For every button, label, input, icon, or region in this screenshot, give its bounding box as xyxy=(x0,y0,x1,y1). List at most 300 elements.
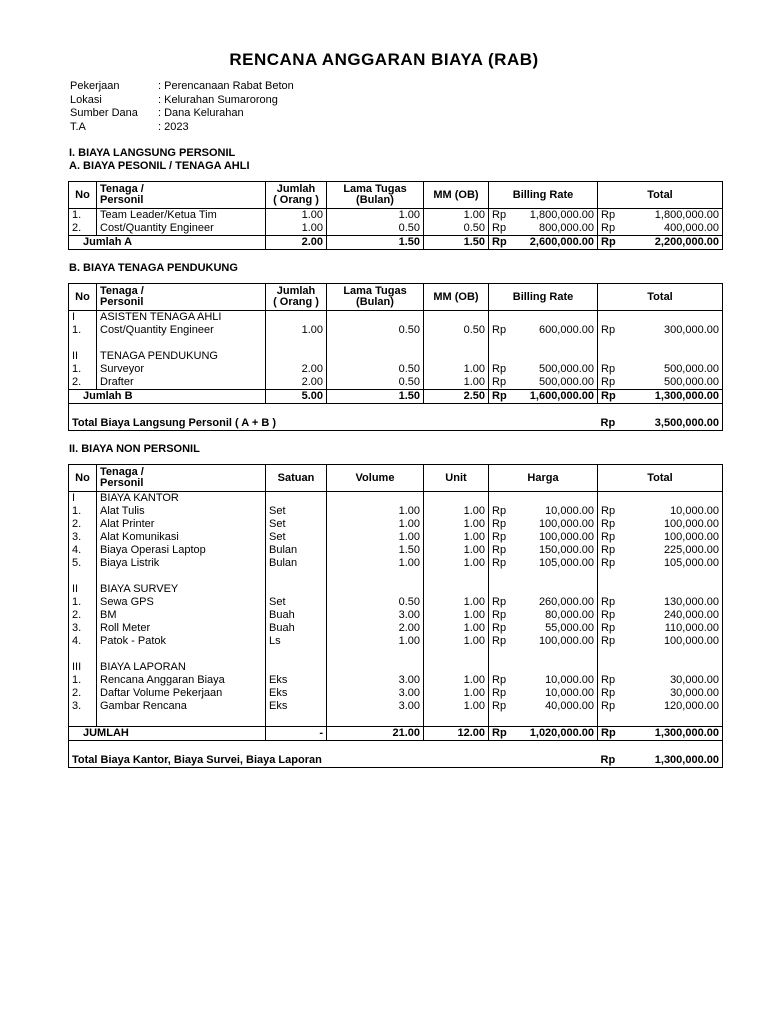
table-cell: 3. xyxy=(69,531,97,544)
info-label: T.A xyxy=(70,120,86,133)
table-cell: III xyxy=(69,661,97,674)
table-cell xyxy=(598,648,623,661)
table-cell xyxy=(69,713,97,727)
table-cell: Rp xyxy=(489,635,514,648)
table-cell xyxy=(489,492,514,506)
table-cell xyxy=(327,350,424,363)
table-cell: 1.00 xyxy=(424,622,489,635)
info-row xyxy=(70,80,294,94)
table-sum-row xyxy=(69,727,723,741)
table-cell: 1,300,000.00 xyxy=(623,754,723,768)
col-tenaga: Tenaga / Personil xyxy=(97,284,266,311)
table-cell: Ls xyxy=(266,635,327,648)
table-cell: 1.00 xyxy=(424,518,489,531)
table-cell xyxy=(489,661,514,674)
col-tenaga: Tenaga / Personil xyxy=(97,465,266,492)
table-cell xyxy=(598,311,623,325)
table-sum-row xyxy=(69,390,723,404)
table-cell: 1.00 xyxy=(424,635,489,648)
table-cell: 0.50 xyxy=(327,596,424,609)
table-cell: 1.50 xyxy=(424,236,489,250)
table-cell xyxy=(424,492,489,506)
table-cell xyxy=(623,648,723,661)
table-cell xyxy=(424,661,489,674)
table-cell: Rp xyxy=(598,609,623,622)
info-label: Lokasi xyxy=(70,93,102,106)
table-cell: Buah xyxy=(266,609,327,622)
table-cell: Rp xyxy=(598,376,623,390)
col-jumlah: Jumlah ( Orang ) xyxy=(266,284,327,311)
table-cell: Rp xyxy=(489,222,514,236)
table-cell xyxy=(623,570,723,583)
table-row xyxy=(69,518,723,531)
table-tenaga-ahli xyxy=(68,181,723,250)
table-cell: 105,000.00 xyxy=(514,557,598,570)
table-cell xyxy=(69,404,723,418)
table-cell: Buah xyxy=(266,622,327,635)
table-cell: Set xyxy=(266,505,327,518)
table-cell: 80,000.00 xyxy=(514,609,598,622)
table-cell xyxy=(514,713,598,727)
group-row xyxy=(69,311,723,325)
table-cell xyxy=(489,648,514,661)
table-cell xyxy=(327,311,424,325)
table-cell: Rp xyxy=(598,531,623,544)
project-info xyxy=(70,80,294,134)
grand-total-row xyxy=(69,754,723,768)
section-heading: A. BIAYA PESONIL / TENAGA AHLI xyxy=(69,160,250,172)
table-cell: Rencana Anggaran Biaya xyxy=(97,674,266,687)
table-cell xyxy=(514,311,598,325)
col-total: Total xyxy=(598,284,723,311)
table-cell xyxy=(424,648,489,661)
table-cell xyxy=(514,337,598,350)
table-cell xyxy=(424,350,489,363)
table-cell: 1. xyxy=(69,209,97,223)
table-cell: 1.00 xyxy=(424,700,489,713)
table-cell: Rp xyxy=(598,727,623,741)
table-cell: Rp xyxy=(598,209,623,223)
table-cell: Bulan xyxy=(266,544,327,557)
table-cell xyxy=(327,648,424,661)
table-cell: Rp xyxy=(598,363,623,376)
grand-total-row xyxy=(69,417,723,431)
table-cell: 260,000.00 xyxy=(514,596,598,609)
table-cell xyxy=(514,492,598,506)
table-cell: 2. xyxy=(69,518,97,531)
table-cell xyxy=(598,661,623,674)
table-cell: 10,000.00 xyxy=(514,505,598,518)
info-row xyxy=(70,94,294,108)
table-cell: Rp xyxy=(489,687,514,700)
info-value: : Dana Kelurahan xyxy=(158,107,244,119)
group-row xyxy=(69,350,723,363)
col-no: No xyxy=(69,465,97,492)
table-cell: Rp xyxy=(598,390,623,404)
table-cell: 1. xyxy=(69,324,97,337)
table-cell: 1.00 xyxy=(327,635,424,648)
table-sum-row xyxy=(69,236,723,250)
section-heading: II. BIAYA NON PERSONIL xyxy=(69,443,200,455)
table-cell xyxy=(623,713,723,727)
table-cell: 3. xyxy=(69,700,97,713)
table-cell: 105,000.00 xyxy=(623,557,723,570)
table-cell: 1.00 xyxy=(327,209,424,223)
table-cell: 3. xyxy=(69,622,97,635)
table-cell: 2.00 xyxy=(266,376,327,390)
table-cell xyxy=(266,648,327,661)
col-total: Total xyxy=(598,182,723,209)
col-lama: Lama Tugas (Bulan) xyxy=(327,284,424,311)
col-harga: Harga xyxy=(489,465,598,492)
table-cell: 1. xyxy=(69,505,97,518)
table-cell: 1.00 xyxy=(327,505,424,518)
table-cell xyxy=(623,337,723,350)
table-cell: Rp xyxy=(598,236,623,250)
table-cell xyxy=(266,713,327,727)
table-cell: 0.50 xyxy=(327,376,424,390)
table-cell: I xyxy=(69,311,97,325)
table-cell: Alat Tulis xyxy=(97,505,266,518)
col-lama: Lama Tugas (Bulan) xyxy=(327,182,424,209)
table-cell: Rp xyxy=(598,596,623,609)
table-cell: 2.50 xyxy=(424,390,489,404)
table-cell: 100,000.00 xyxy=(514,531,598,544)
table-cell: 130,000.00 xyxy=(623,596,723,609)
table-cell: 1. xyxy=(69,596,97,609)
info-value: : Perencanaan Rabat Beton xyxy=(158,80,294,92)
table-cell: Rp xyxy=(489,236,514,250)
table-cell: Bulan xyxy=(266,557,327,570)
col-mm: MM (OB) xyxy=(424,284,489,311)
table-cell xyxy=(97,648,266,661)
table-cell: 110,000.00 xyxy=(623,622,723,635)
table-cell xyxy=(598,492,623,506)
table-cell: Biaya Operasi Laptop xyxy=(97,544,266,557)
table-cell xyxy=(327,583,424,596)
table-cell xyxy=(489,350,514,363)
table-cell: 500,000.00 xyxy=(514,376,598,390)
table-cell: 0.50 xyxy=(424,222,489,236)
table-cell: 1.00 xyxy=(266,222,327,236)
table-cell: Roll Meter xyxy=(97,622,266,635)
info-row xyxy=(70,121,294,135)
table-cell: Total Biaya Kantor, Biaya Survei, Biaya Laporan xyxy=(69,754,598,768)
table-row xyxy=(69,674,723,687)
table-cell: Eks xyxy=(266,674,327,687)
col-jumlah: Jumlah ( Orang ) xyxy=(266,182,327,209)
table-cell: Set xyxy=(266,518,327,531)
table-cell: Rp xyxy=(598,700,623,713)
table-cell: 1,300,000.00 xyxy=(623,390,723,404)
table-cell: 1,020,000.00 xyxy=(514,727,598,741)
table-cell: 1.00 xyxy=(424,531,489,544)
table-cell: 600,000.00 xyxy=(514,324,598,337)
table-cell: 30,000.00 xyxy=(623,674,723,687)
table-cell: 2. xyxy=(69,222,97,236)
spacer-row xyxy=(69,570,723,583)
table-cell: II xyxy=(69,583,97,596)
table-cell xyxy=(623,583,723,596)
table-cell xyxy=(266,583,327,596)
table-header xyxy=(69,182,723,209)
table-cell xyxy=(69,648,97,661)
table-cell: 0.50 xyxy=(327,222,424,236)
table-cell: 0.50 xyxy=(327,363,424,376)
table-cell xyxy=(489,337,514,350)
spacer-row xyxy=(69,713,723,727)
col-unit: Unit xyxy=(424,465,489,492)
table-cell xyxy=(266,350,327,363)
col-tenaga: Tenaga / Personil xyxy=(97,182,266,209)
table-cell: 1,300,000.00 xyxy=(623,727,723,741)
table-cell: BIAYA KANTOR xyxy=(97,492,266,506)
table-cell: Cost/Quantity Engineer xyxy=(97,324,266,337)
table-cell xyxy=(97,570,266,583)
table-cell: 100,000.00 xyxy=(514,635,598,648)
col-mm: MM (OB) xyxy=(424,182,489,209)
spacer-row xyxy=(69,648,723,661)
table-cell: 4. xyxy=(69,635,97,648)
table-cell xyxy=(327,570,424,583)
table-cell: 500,000.00 xyxy=(514,363,598,376)
table-cell: 2.00 xyxy=(266,236,327,250)
table-cell: Rp xyxy=(598,222,623,236)
table-cell: 800,000.00 xyxy=(514,222,598,236)
table-cell xyxy=(266,570,327,583)
table-cell: 1.00 xyxy=(424,209,489,223)
table-cell: 1.00 xyxy=(424,687,489,700)
table-cell: Patok - Patok xyxy=(97,635,266,648)
spacer-row xyxy=(69,337,723,350)
table-cell: 100,000.00 xyxy=(623,635,723,648)
table-cell xyxy=(424,583,489,596)
table-cell: Rp xyxy=(489,622,514,635)
table-cell: 21.00 xyxy=(327,727,424,741)
table-cell xyxy=(514,648,598,661)
table-cell: Rp xyxy=(489,209,514,223)
table-cell: 1.50 xyxy=(327,544,424,557)
table-cell: 10,000.00 xyxy=(514,674,598,687)
table-cell: 1.00 xyxy=(424,609,489,622)
table-cell: Drafter xyxy=(97,376,266,390)
table-cell: Rp xyxy=(598,635,623,648)
table-cell: I xyxy=(69,492,97,506)
table-cell: Rp xyxy=(598,557,623,570)
info-label: Pekerjaan xyxy=(70,80,120,92)
table-cell xyxy=(598,350,623,363)
table-cell xyxy=(69,741,723,755)
group-row xyxy=(69,583,723,596)
table-cell: Rp xyxy=(489,518,514,531)
table-cell: 1.00 xyxy=(424,363,489,376)
table-cell: Surveyor xyxy=(97,363,266,376)
table-row xyxy=(69,700,723,713)
table-cell: 240,000.00 xyxy=(623,609,723,622)
table-cell: Cost/Quantity Engineer xyxy=(97,222,266,236)
group-row xyxy=(69,492,723,506)
section-heading: I. BIAYA LANGSUNG PERSONIL xyxy=(69,147,236,159)
table-cell: Rp xyxy=(598,674,623,687)
table-cell: Rp xyxy=(598,622,623,635)
table-cell: TENAGA PENDUKUNG xyxy=(97,350,266,363)
table-cell: Team Leader/Ketua Tim xyxy=(97,209,266,223)
table-cell: 1. xyxy=(69,363,97,376)
table-cell: Rp xyxy=(598,687,623,700)
table-cell: 1.00 xyxy=(424,674,489,687)
table-cell xyxy=(97,713,266,727)
table-cell xyxy=(623,661,723,674)
table-cell: 2,600,000.00 xyxy=(514,236,598,250)
table-cell: 3,500,000.00 xyxy=(623,417,723,431)
table-cell: 225,000.00 xyxy=(623,544,723,557)
table-cell: 2.00 xyxy=(266,363,327,376)
table-cell xyxy=(514,583,598,596)
table-cell xyxy=(424,337,489,350)
table-cell: Rp xyxy=(489,324,514,337)
table-cell: 2. xyxy=(69,609,97,622)
table-cell: 0.50 xyxy=(327,324,424,337)
table-cell: Rp xyxy=(489,363,514,376)
table-cell: 1.00 xyxy=(424,596,489,609)
table-cell: 2. xyxy=(69,376,97,390)
table-cell: 1. xyxy=(69,674,97,687)
table-cell xyxy=(598,713,623,727)
table-cell: 1.00 xyxy=(424,557,489,570)
table-cell xyxy=(489,570,514,583)
col-billing: Billing Rate xyxy=(489,182,598,209)
table-row xyxy=(69,209,723,223)
table-cell: 3.00 xyxy=(327,687,424,700)
col-volume: Volume xyxy=(327,465,424,492)
table-cell: 100,000.00 xyxy=(623,531,723,544)
table-cell: JUMLAH xyxy=(69,727,266,741)
table-cell: Jumlah B xyxy=(69,390,266,404)
table-cell: Rp xyxy=(489,557,514,570)
table-cell: Rp xyxy=(489,700,514,713)
table-cell xyxy=(327,661,424,674)
table-cell: Rp xyxy=(489,727,514,741)
table-cell xyxy=(514,350,598,363)
table-row xyxy=(69,609,723,622)
table-cell: Alat Komunikasi xyxy=(97,531,266,544)
table-cell: 1,600,000.00 xyxy=(514,390,598,404)
table-cell xyxy=(266,311,327,325)
table-cell: Total Biaya Langsung Personil ( A + B ) xyxy=(69,417,598,431)
table-cell: Rp xyxy=(489,544,514,557)
table-cell xyxy=(266,661,327,674)
table-cell: 120,000.00 xyxy=(623,700,723,713)
table-cell: Biaya Listrik xyxy=(97,557,266,570)
table-cell: 500,000.00 xyxy=(623,363,723,376)
table-cell: Daftar Volume Pekerjaan xyxy=(97,687,266,700)
info-label: Sumber Dana xyxy=(70,107,138,119)
table-cell xyxy=(327,713,424,727)
table-row xyxy=(69,635,723,648)
table-cell xyxy=(327,337,424,350)
table-cell xyxy=(623,492,723,506)
table-cell xyxy=(598,570,623,583)
table-cell: 3.00 xyxy=(327,700,424,713)
table-row xyxy=(69,531,723,544)
table-row xyxy=(69,324,723,337)
table-cell: 1.00 xyxy=(424,505,489,518)
table-cell: 1.00 xyxy=(266,209,327,223)
table-row xyxy=(69,376,723,390)
table-cell: Rp xyxy=(489,505,514,518)
table-cell: Rp xyxy=(598,417,623,431)
table-cell: 100,000.00 xyxy=(514,518,598,531)
table-cell: 150,000.00 xyxy=(514,544,598,557)
table-cell: 2.00 xyxy=(327,622,424,635)
table-cell: Rp xyxy=(489,376,514,390)
table-cell: Rp xyxy=(489,596,514,609)
table-cell: 3.00 xyxy=(327,674,424,687)
table-cell: Rp xyxy=(598,324,623,337)
table-cell: ASISTEN TENAGA AHLI xyxy=(97,311,266,325)
table-cell: Sewa GPS xyxy=(97,596,266,609)
table-cell: 1.50 xyxy=(327,390,424,404)
info-row xyxy=(70,107,294,121)
table-row xyxy=(69,557,723,570)
table-cell: 300,000.00 xyxy=(623,324,723,337)
table-cell: 1.00 xyxy=(327,518,424,531)
table-cell xyxy=(327,492,424,506)
table-cell: 5. xyxy=(69,557,97,570)
table-cell xyxy=(623,350,723,363)
table-cell: Rp xyxy=(489,390,514,404)
table-cell: Set xyxy=(266,531,327,544)
table-cell: Jumlah A xyxy=(69,236,266,250)
table-cell: Rp xyxy=(598,544,623,557)
table-non-personil xyxy=(68,464,723,768)
table-cell: 30,000.00 xyxy=(623,687,723,700)
table-row xyxy=(69,622,723,635)
table-cell: 500,000.00 xyxy=(623,376,723,390)
table-cell: II xyxy=(69,350,97,363)
table-cell: BIAYA LAPORAN xyxy=(97,661,266,674)
table-cell: 1.00 xyxy=(424,376,489,390)
table-tenaga-pendukung xyxy=(68,283,723,431)
table-cell: 0.50 xyxy=(424,324,489,337)
table-cell xyxy=(266,337,327,350)
section-heading: B. BIAYA TENAGA PENDUKUNG xyxy=(69,262,238,274)
spacer-row xyxy=(69,404,723,418)
table-cell xyxy=(69,570,97,583)
table-cell xyxy=(598,583,623,596)
table-row xyxy=(69,687,723,700)
table-row xyxy=(69,363,723,376)
table-cell: 12.00 xyxy=(424,727,489,741)
table-cell: Alat Printer xyxy=(97,518,266,531)
table-cell: BIAYA SURVEY xyxy=(97,583,266,596)
table-cell: 5.00 xyxy=(266,390,327,404)
table-header xyxy=(69,465,723,492)
table-cell: Set xyxy=(266,596,327,609)
table-cell xyxy=(424,311,489,325)
table-cell xyxy=(424,713,489,727)
col-no: No xyxy=(69,284,97,311)
spacer-row xyxy=(69,741,723,755)
table-cell xyxy=(489,713,514,727)
table-cell: 1.00 xyxy=(327,531,424,544)
table-cell: 1.50 xyxy=(327,236,424,250)
table-cell xyxy=(489,583,514,596)
table-cell: 2,200,000.00 xyxy=(623,236,723,250)
table-cell: 1.00 xyxy=(327,557,424,570)
table-row xyxy=(69,596,723,609)
table-cell xyxy=(623,311,723,325)
